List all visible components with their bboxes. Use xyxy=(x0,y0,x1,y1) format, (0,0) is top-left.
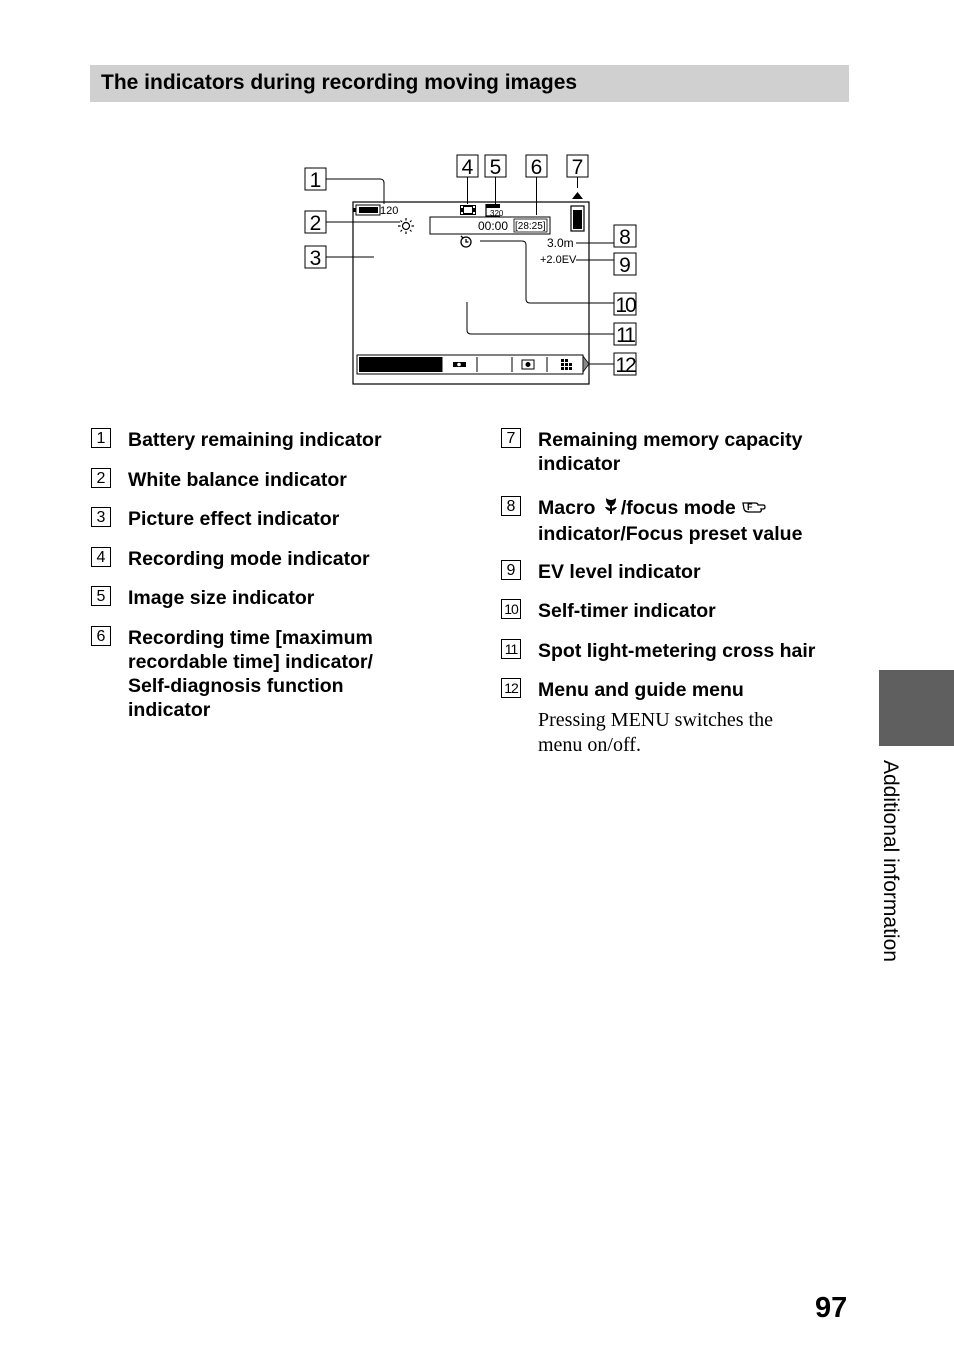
item-label: Image size indicator xyxy=(128,587,315,609)
item-label-line: Self-diagnosis function xyxy=(128,675,344,697)
self-timer-icon xyxy=(461,236,471,247)
item-label-line: indicator/Focus preset value xyxy=(538,523,803,545)
list-item xyxy=(501,599,861,639)
white-balance-sun-icon xyxy=(398,218,414,234)
image-size-value: 320 xyxy=(490,209,504,218)
item-number: 10 xyxy=(501,599,521,619)
lcd-diagram-svg xyxy=(300,150,645,390)
menu-quality-icon xyxy=(453,362,466,367)
battery-value: 120 xyxy=(380,205,399,217)
svg-text:8: 8 xyxy=(619,226,631,249)
list-item xyxy=(501,560,861,599)
item-number: 2 xyxy=(91,468,111,488)
max-time-value: [28:25] xyxy=(515,221,546,232)
indicator-list-right xyxy=(501,428,861,757)
chapter-tab xyxy=(879,670,954,746)
item-label-line xyxy=(538,496,861,522)
item-number: 5 xyxy=(91,586,111,606)
item-number: 1 xyxy=(91,428,111,448)
svg-text:2: 2 xyxy=(309,212,322,235)
callout-1 xyxy=(305,168,326,192)
item-label: Menu and guide menu xyxy=(538,679,744,701)
svg-text:1: 1 xyxy=(309,169,322,192)
menu-arrow-icon xyxy=(583,356,589,372)
list-item xyxy=(501,496,861,560)
svg-text:7: 7 xyxy=(571,156,584,179)
item-label-line: Remaining memory capacity xyxy=(538,429,803,451)
svg-text:F: F xyxy=(747,502,753,512)
svg-text:4: 4 xyxy=(461,156,474,179)
list-item xyxy=(91,626,471,722)
item-label-line: recordable time] indicator/ xyxy=(128,651,373,673)
item-label: Recording mode indicator xyxy=(128,548,370,570)
callout-12 xyxy=(614,353,636,377)
focus-preset-value: 3.0m xyxy=(547,236,574,250)
menu-bar xyxy=(357,355,589,374)
list-item xyxy=(91,586,471,626)
item-label: Battery remaining indicator xyxy=(128,429,382,451)
svg-text:11: 11 xyxy=(616,324,634,347)
item-label: White balance indicator xyxy=(128,469,347,491)
item-label-line: indicator xyxy=(538,453,621,475)
battery-icon xyxy=(354,205,381,215)
svg-text:9: 9 xyxy=(619,254,631,277)
callout-8 xyxy=(614,225,636,249)
item-label: EV level indicator xyxy=(538,561,701,583)
item-number: 9 xyxy=(501,560,521,580)
item-number: 7 xyxy=(501,428,521,448)
callout-6 xyxy=(526,155,547,179)
callout-3 xyxy=(305,246,326,270)
item-number: 8 xyxy=(501,496,521,516)
image-size-icon xyxy=(486,204,504,218)
chapter-label xyxy=(877,760,907,1020)
svg-text:5: 5 xyxy=(489,156,502,179)
film-strip-icon xyxy=(460,205,476,215)
list-item xyxy=(501,678,861,757)
chapter-label-text: Additional information xyxy=(879,760,902,962)
item-number: 4 xyxy=(91,547,111,567)
section-header-bar xyxy=(90,65,849,102)
item-number: 6 xyxy=(91,626,111,646)
section-title: The indicators during recording moving images xyxy=(101,71,578,94)
memory-capacity-icon xyxy=(571,192,584,231)
indicator-list-left xyxy=(91,428,471,722)
list-item xyxy=(91,507,471,547)
callout-5 xyxy=(485,155,506,179)
svg-text:12: 12 xyxy=(615,354,635,377)
macro-label: Macro xyxy=(538,497,601,520)
macro-tulip-icon xyxy=(601,496,621,522)
callout-9 xyxy=(614,253,636,277)
item-number: 11 xyxy=(501,639,521,659)
item-label: Picture effect indicator xyxy=(128,508,340,530)
recording-time-value: 00:00 xyxy=(478,219,509,233)
ev-value: +2.0EV xyxy=(540,254,577,266)
list-item xyxy=(501,428,861,496)
item-label: Self-timer indicator xyxy=(538,600,716,622)
focus-mode-hand-icon xyxy=(741,497,767,521)
callout-2 xyxy=(305,211,326,235)
svg-text:3: 3 xyxy=(309,247,322,270)
item-description-line: menu on/off. xyxy=(538,734,641,756)
focus-mode-label: /focus mode xyxy=(620,497,742,520)
svg-text:6: 6 xyxy=(530,156,543,179)
callout-4 xyxy=(457,155,478,179)
callout-11 xyxy=(614,323,636,347)
list-item xyxy=(501,639,861,678)
callout-10 xyxy=(614,293,636,317)
list-item xyxy=(91,468,471,507)
callout-7 xyxy=(567,155,588,179)
item-label-line: Recording time [maximum xyxy=(128,627,373,649)
item-label: Spot light-metering cross hair xyxy=(538,640,816,662)
list-item xyxy=(91,428,471,468)
item-number: 3 xyxy=(91,507,111,527)
item-label-line: indicator xyxy=(128,699,211,721)
svg-text:10: 10 xyxy=(615,294,635,317)
list-item xyxy=(91,547,471,586)
lcd-indicator-diagram xyxy=(300,150,645,390)
item-description-line: Pressing MENU switches the xyxy=(538,709,773,731)
item-number: 12 xyxy=(501,678,521,698)
page-number: 97 xyxy=(815,1292,848,1324)
